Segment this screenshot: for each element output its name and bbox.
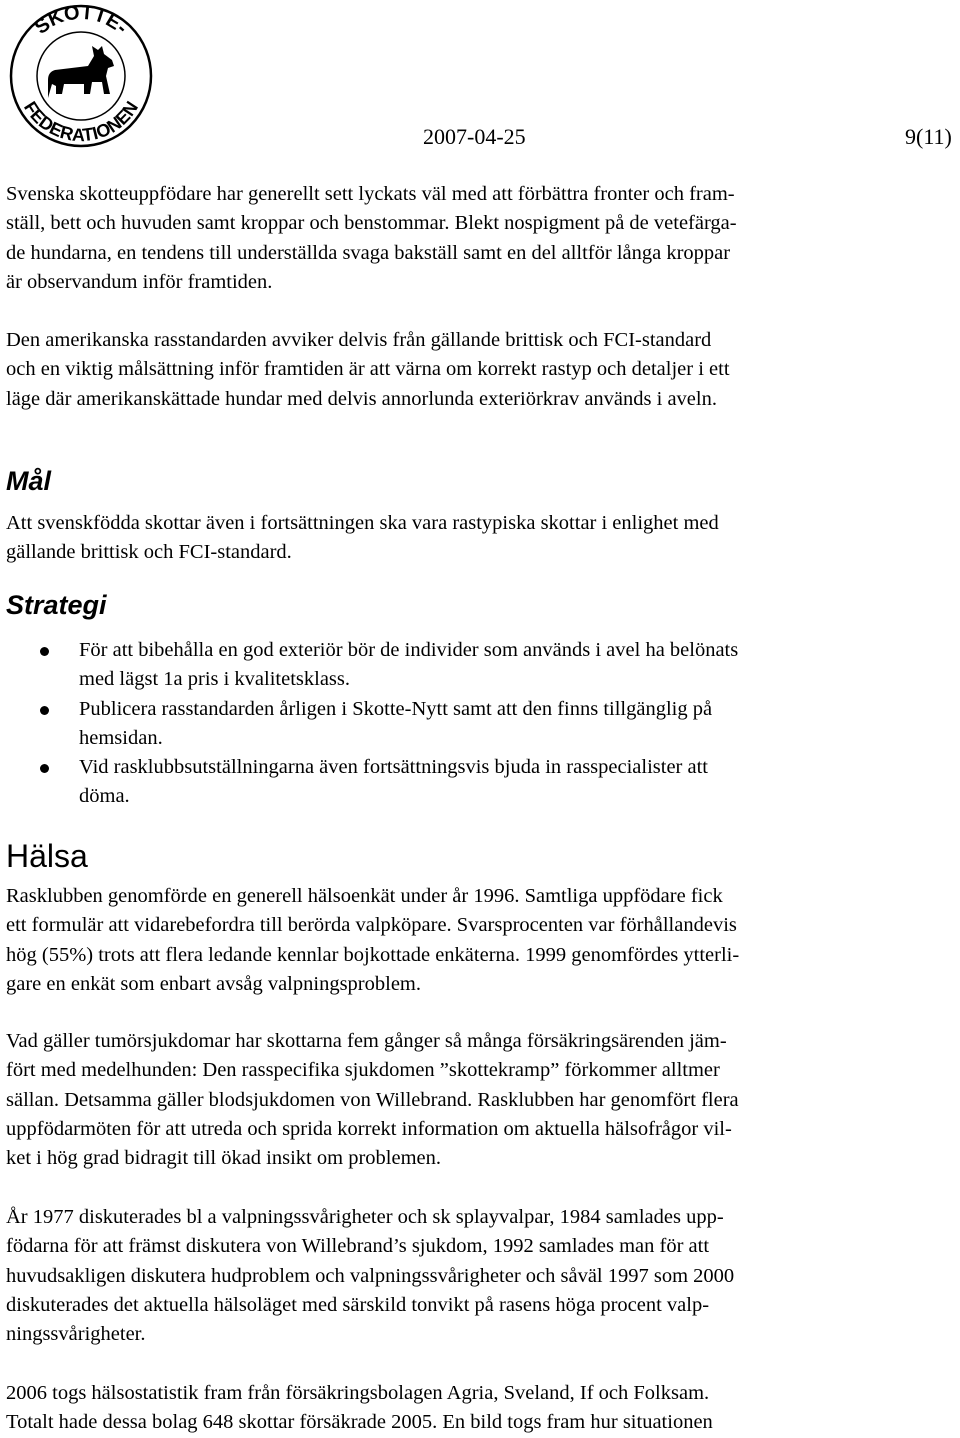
list-item: För att bibehålla en god exteriör bör de individer som används i avel ha belönats med lägst 1a pris i kvalitetsklass. [0,636,950,695]
mal-paragraph: Att svenskfödda skottar även i fortsättningen ska vara rastypiska skottar i enlighet med gällande brittisk och FCI-standard. [6,512,719,564]
svg-text:SKOTTE-: SKOTTE- [30,2,132,39]
list-item: Publicera rasstandarden årligen i Skotte-Nytt samt att den finns tillgänglig på hemsidan. [0,695,950,754]
document-date: 2007-04-25 [423,124,526,149]
svg-text:FEDERATIONEN: FEDERATIONEN [19,97,143,146]
heading-halsa: Hälsa [6,838,88,874]
page-number: 9(11) [905,124,952,149]
intro-paragraph-2: Den amerikanska rasstandarden avviker delvis från gällande brittisk och FCI-standard och en viktig målsättning inför framtiden är att värna om korrekt rastyp och detaljer i ett läge där amerikanskättade hundar med delvis annorlunda exteriörkrav används i aveln. [6,329,730,410]
halsa-paragraph-3: År 1977 diskuterades bl a valpningssvårigheter och sk splayvalpar, 1984 samlades upp- födarna för att främst diskutera von Willebrand’s sjukdom, 1992 samlades man för att huvudsakligen diskutera hudproblem och valpningssvårigheter och såväl 1997 som 2000 diskuterades det aktuella hälsoläget med särskild tonvikt på rasens höga procent valp- ningssvårigheter. [6,1206,735,1346]
bullet-icon [40,647,49,656]
halsa-paragraph-2: Vad gäller tumörsjukdomar har skottarna fem gånger så många försäkringsärenden jäm- fört med medelhunden: Den rasspecifika sjukdomen ”skottekramp” förkommer alltmer sällan. Detsamma gäller blodsjukdomen von Willebrand. Rasklubben har genomfört flera uppfödarmöten för att utreda och sprida korrekt information om aktuella hälsofrågor vil- ket i hög grad bidragit till ökad insikt om problemen. [6,1030,739,1170]
scottie-dog-icon [48,46,114,98]
bullet-icon [40,706,49,715]
halsa-paragraph-4: 2006 togs hälsostatistik fram från försäkringsbolagen Agria, Sveland, If och Folksam. Totalt hade dessa bolag 648 skottar försäkrade 2005. En bild togs fram hur situationen [6,1382,713,1434]
halsa-paragraph-1: Rasklubben genomförde en generell hälsoenkät under år 1996. Samtliga uppfödare fick ett formulär att vidarebefordra till berörda valpköpare. Svarsprocenten var förhållandevis hög (55%) trots att flera ledande kennlar bojkottade enkäterna. 1999 genomfördes ytterli- gare en enkät som enbart avsåg valpningsproblem. [6,885,740,995]
skotte-federationen-logo [2,2,160,152]
strategi-list [0,636,950,812]
bullet-icon [40,764,49,773]
list-item: Vid rasklubbsutställningarna även fortsättningsvis bjuda in rasspecialister att döma. [0,753,950,812]
heading-mal: Mål [6,466,52,496]
heading-strategi: Strategi [6,590,107,620]
intro-paragraph-1: Svenska skotteuppfödare har generellt sett lyckats väl med att förbättra fronter och fram- ställ, bett och huvuden samt kroppar och benstommar. Blekt nospigment på de vetefärga- de hundarna, en tendens till underställda svaga bakställ samt en del alltför långa kroppar är observandum inför framtiden. [6,183,737,293]
